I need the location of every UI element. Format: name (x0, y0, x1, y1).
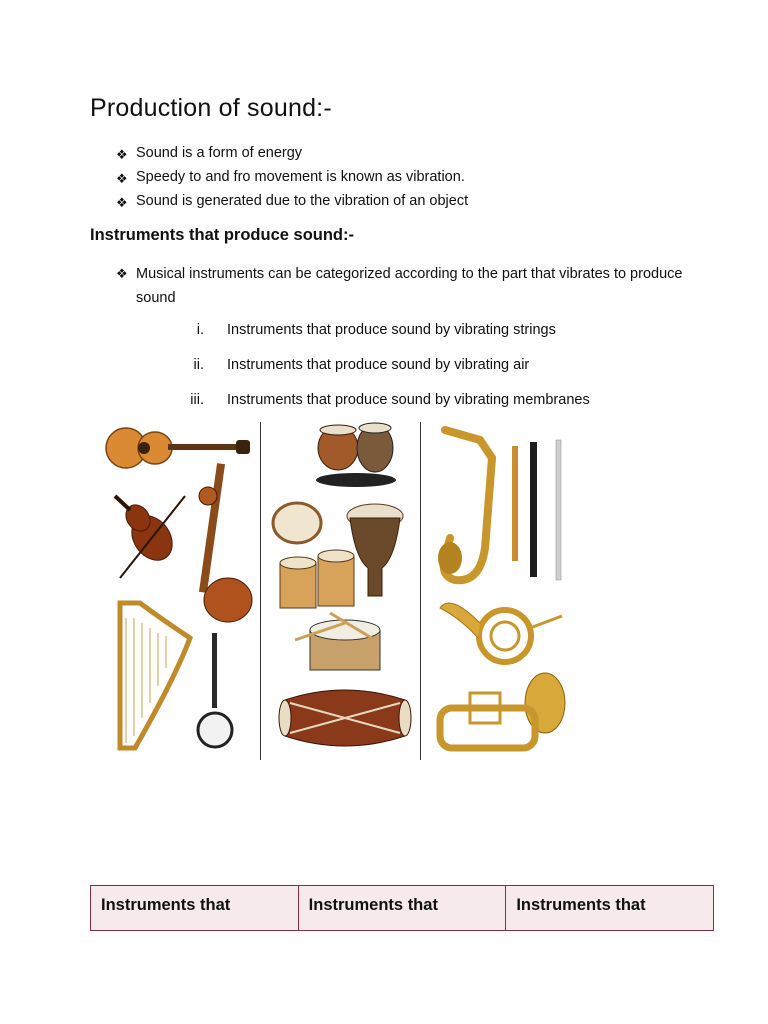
category-item: ii. Instruments that produce sound by vibrating air (193, 357, 530, 373)
gallery-divider (260, 422, 261, 760)
section-heading: Instruments that produce sound:- (90, 226, 354, 244)
darbuka-icon (347, 504, 403, 596)
bullet-item: ❖ Sound is a form of energy (116, 143, 468, 167)
diamond-bullet-icon: ❖ (116, 195, 128, 210)
instrument-table-header (90, 885, 714, 931)
tabla-icon (316, 423, 396, 487)
instrument-image-gallery (100, 418, 595, 763)
instrument-illustrations (100, 418, 595, 763)
flute-icon (512, 440, 561, 580)
category-item: i. Instruments that produce sound by vibrating strings (196, 322, 556, 338)
diamond-bullet-icon: ❖ (116, 266, 128, 281)
table-header-cell: Instruments that (299, 886, 507, 930)
table-header-cell: Instruments that (516, 896, 646, 914)
bullet-item: ❖ Speedy to and fro movement is known as vibration. (116, 167, 468, 191)
guitar-icon (106, 428, 250, 468)
category-item: iii. Instruments that produce sound by vibrating membranes (190, 392, 590, 408)
page-title: Production of sound:- (90, 94, 332, 122)
gallery-divider (420, 422, 421, 760)
snare-drum-icon (295, 613, 380, 670)
table-header-cell: Instruments that (91, 886, 299, 930)
tambourine-icon (273, 503, 321, 543)
dholak-icon (279, 690, 411, 746)
saxophone-icon (438, 430, 492, 580)
violin-icon (115, 496, 185, 578)
diamond-bullet-icon: ❖ (116, 171, 128, 186)
tuba-icon (440, 673, 565, 748)
banjo-icon (198, 633, 232, 747)
bongo-drums-icon (280, 550, 354, 608)
harp-icon (120, 603, 190, 748)
french-horn-icon (440, 603, 562, 662)
sitar-icon (199, 463, 252, 622)
bullet-item: ❖ Sound is generated due to the vibration of an object (116, 191, 468, 215)
category-bullet: ❖ Musical instruments can be categorized according to the part that vibrates to produce sound (116, 262, 716, 310)
intro-bullet-list (116, 143, 468, 215)
instrument-category-list (178, 320, 590, 425)
diamond-bullet-icon: ❖ (116, 147, 128, 162)
